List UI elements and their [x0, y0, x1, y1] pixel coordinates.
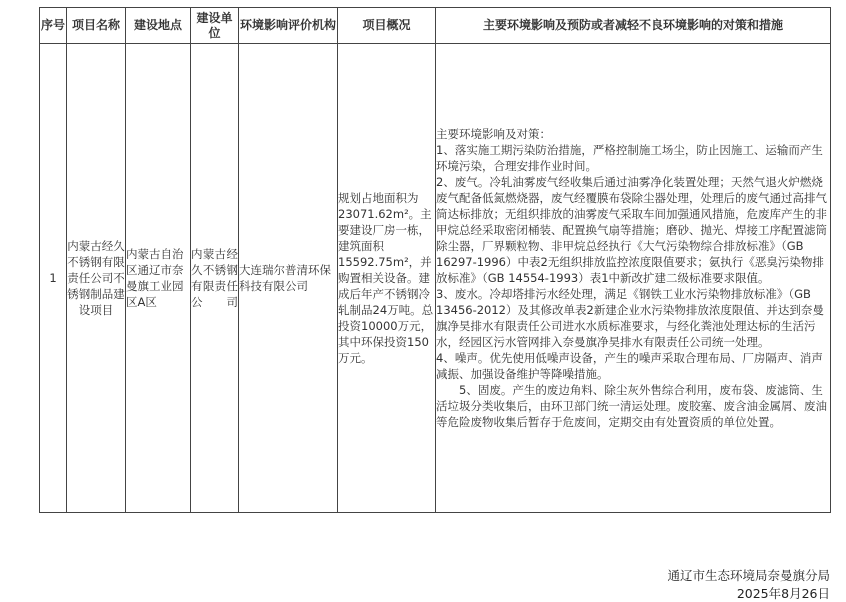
- header-no: 序号: [40, 8, 67, 44]
- issue-date: 2025年8月26日: [736, 586, 830, 601]
- header-measures: 主要环境影响及预防或者减轻不良环境影响的对策和措施: [436, 8, 831, 44]
- measures-noise: 4、噪声。优先使用低噪声设备，产生的噪声采取合理布局、厂房隔声、消声减振、加强设备维护等降噪措施。: [436, 351, 823, 381]
- header-overview: 项目概况: [338, 8, 436, 44]
- measures-construction: 1、落实施工期污染防治措施，严格控制施工场尘，防止因施工、运输而产生环境污染，合理安排作业时间。: [436, 143, 823, 173]
- table-header-row: [40, 8, 831, 44]
- project-table: [39, 7, 831, 513]
- table-row: [40, 44, 831, 513]
- measures-solid-waste: 5、固废。产生的废边角料、除尘灰外售综合利用，废布袋、废滤筒、生活垃圾分类收集后，由环卫部门统一清运处理。废胶塞、废含油金属屑、废油等危险废物收集后暂存于危废间，定期交由有处置资质的单位处置。: [436, 383, 827, 429]
- cell-location: 内蒙古自治区通辽市奈曼旗工业园区A区: [126, 44, 191, 513]
- cell-project-name: 内蒙古经久不锈钢有限责任公司不锈钢制品建设项目: [67, 44, 126, 513]
- cell-agency: 大连瑞尔普清环保科技有限公司: [239, 44, 338, 513]
- issuer-name: 通辽市生态环境局奈曼旗分局: [667, 568, 830, 583]
- cell-no: 1: [40, 44, 67, 513]
- header-name: 项目名称: [67, 8, 126, 44]
- cell-unit: 内蒙古经久不锈钢有限责任公司: [191, 44, 239, 513]
- header-agency: 环境影响评价机构: [239, 8, 338, 44]
- cell-measures: [436, 44, 831, 513]
- header-unit: 建设单位: [191, 8, 239, 44]
- measures-intro: 主要环境影响及对策：: [436, 127, 551, 141]
- cell-overview: 规划占地面积为23071.62m²。主要建设厂房一栋，建筑面积15592.75m²，并购置相关设备。建成后年产不锈钢冷轧制品24万吨。总投资10000万元，其中环保投资150万元。: [338, 44, 436, 513]
- measures-wastewater: 3、废水。冷却塔排污水经处理，满足《钢铁工业水污染物排放标准》（GB 13456-2012）及其修改单表2新建企业水污染物排放浓度限值、并达到奈曼旗净昊排水有限责任公司进水水质标准要求，与经化粪池处理达标的生活污水，经园区污水管网排入奈曼旗净昊排水有限责任公司统一处理。: [436, 287, 824, 349]
- measures-exhaust-gas: 2、废气。冷轧油雾废气经收集后通过油雾净化装置处理；天然气退火炉燃烧废气配备低氮燃烧器，废气经覆膜布袋除尘器处理，处理后的废气通过高排气筒达标排放；无组织排放的油雾废气采取车间加强通风措施，危废库产生的非甲烷总经采取密闭桶装、配置换气扇等措施；磨砂、抛光、焊接工序配置滤筒除尘器，厂界颗粒物、非甲烷总经执行《大气污染物综合排放标准》（GB 16297-1996）中表2无组织排放监控浓度限值要求；氨执行《恶臭污染物排放标准》（GB 14554-1993）表1中新改扩建二级标准要求限值。: [436, 175, 827, 285]
- header-location: 建设地点: [126, 8, 191, 44]
